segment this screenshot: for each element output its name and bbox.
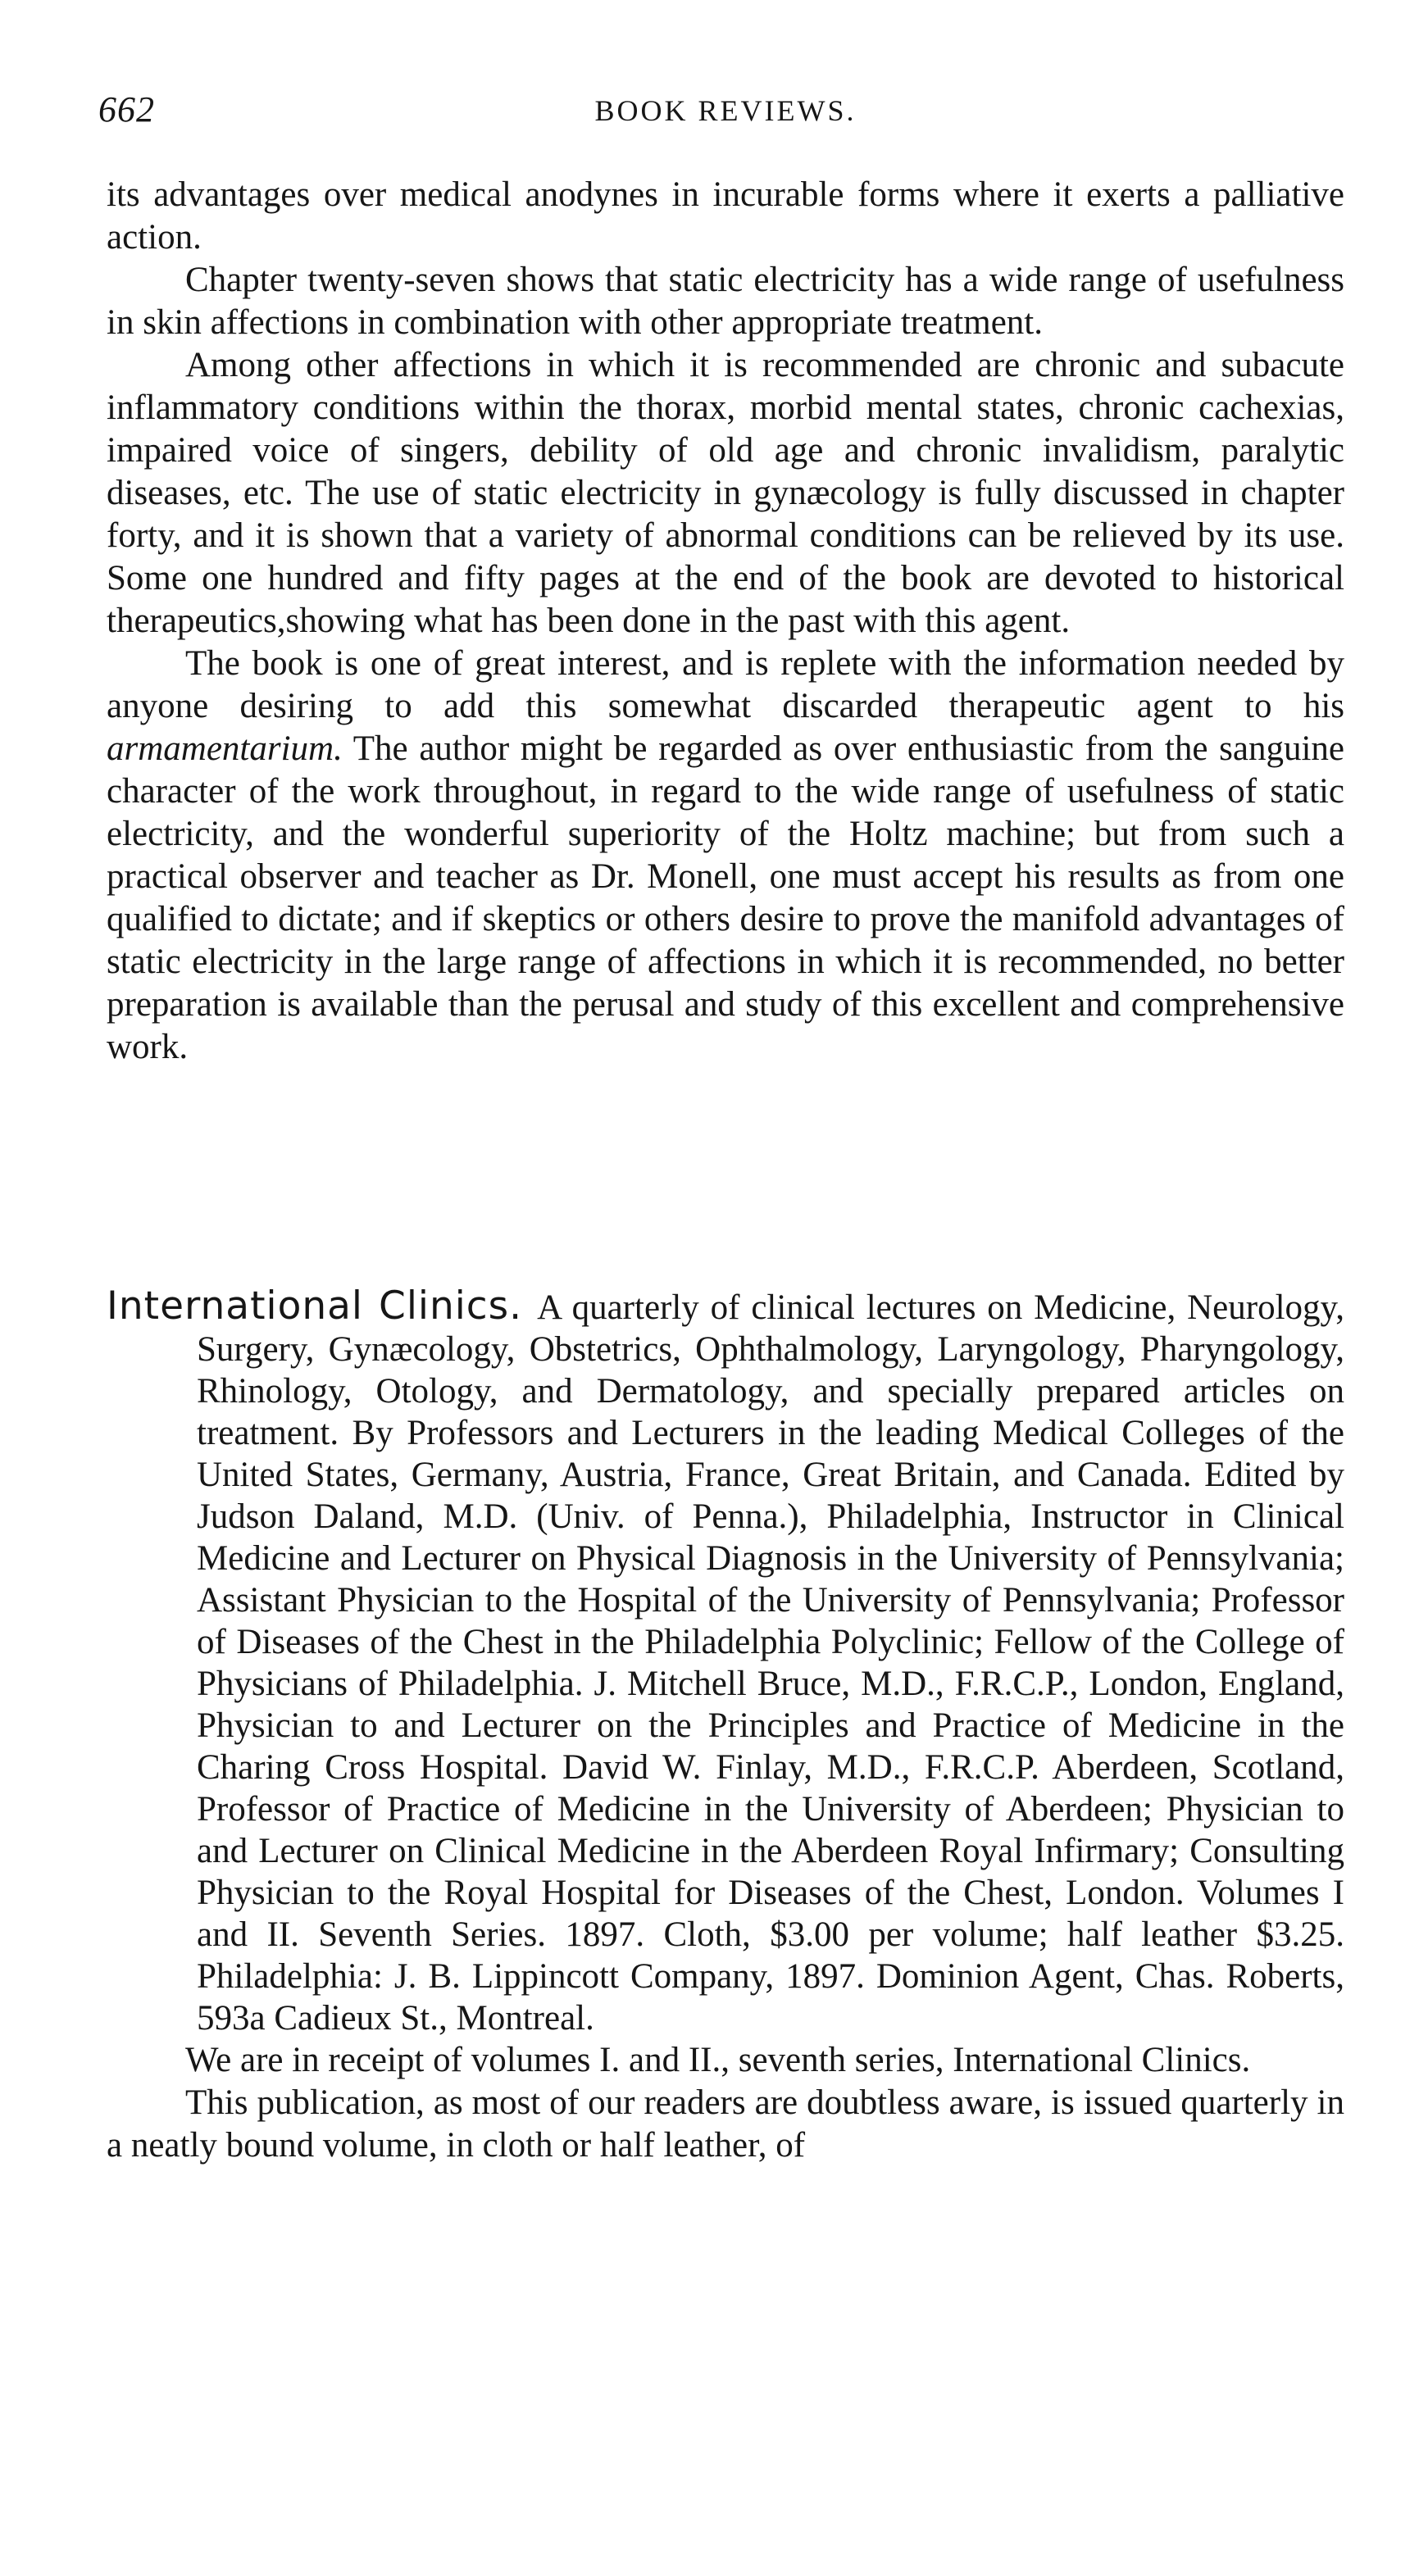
bibliographic-entry xyxy=(107,1283,1344,2039)
text-run: The book is one of great interest, and is replete with the information needed by anyone desiring to add this somewhat discarded therapeutic agent to his xyxy=(107,644,1344,725)
paragraph: This publication, as most of our readers are doubtless aware, is issued quarterly in a neatly bound volume, in cloth or half leather, of xyxy=(107,2083,1344,2165)
text-run: The author might be regarded as over enthusiastic from the sanguine character of the work throughout, in regard to the wide range of usefulness of static electricity, and the wonderful superiority of the Holtz machine; but from such a practical observer and teacher as Dr. Monell, one must accept his results as from one qualified to dictate; and if skeptics or others desire to prove the manifold advantages of static electricity in the large range of affections in which it is recommended, no better preparation is available than the perusal and study of this excellent and comprehensive work. xyxy=(107,729,1344,1066)
running-title: BOOK REVIEWS. xyxy=(594,94,857,127)
review-title: International Clinics. xyxy=(107,1283,523,1329)
review-entry xyxy=(107,1285,1344,2039)
body-text xyxy=(107,174,1344,2167)
paragraph: We are in receipt of volumes I. and II., seventh series, International Clinics. xyxy=(185,2041,1251,2079)
paragraph: Chapter twenty-seven shows that static electricity has a wide range of usefulness in skin affections in combination with other appropriate treatment. xyxy=(107,261,1344,342)
paragraph-with-italic xyxy=(107,643,1344,1069)
review-continuation xyxy=(107,174,1344,1256)
italic-term: armamentarium. xyxy=(107,729,343,768)
paragraph: Among other affections in which it is recommended are chronic and subacute inflammatory conditions within the thorax, morbid mental states, chronic cachexias, impaired voice of singers, debility of old age and chronic invalidism, paralytic diseases, etc. The use of static electricity in gynæcology is fully discussed in chapter forty, and it is shown that a variety of abnormal conditions can be relieved by its use. Some one hundred and fifty pages at the end of the book are devoted to historical therapeutics,showing what has been done in the past with this agent. xyxy=(107,346,1344,640)
running-head xyxy=(98,89,1353,138)
page-number: 662 xyxy=(98,89,155,129)
review-body xyxy=(107,2039,1344,2167)
bibliographic-details: A quarterly of clinical lectures on Medicine, Neurology, Surgery, Gynæcology, Obstetrics, Ophthalmology, Laryngology, Pharyngology, Rhinology, Otology, and Dermatology, and specially prepared articles on treatment. By Professors and Lecturers in the leading Medical Colleges of the United States, Germany, Austria, France, Great Britain, and Canada. Edited by Judson Daland, M.D. (Univ. of Penna.), Philadelphia, Instructor in Clinical Medicine and Lecturer on Physical Diagnosis in the University of Pennsylvania; Assistant Physician to the Hospital of the University of Pennsylvania; Professor of Diseases of the Chest in the Philadelphia Polyclinic; Fellow of the College of Physicians of Philadelphia. J. Mitchell Bruce, M.D., F.R.C.P., London, England, Physician to and Lecturer on the Principles and Practice of Medicine in the Charing Cross Hospital. David W. Finlay, M.D., F.R.C.P. Aberdeen, Scotland, Professor of Practice of Medicine in the University of Aberdeen; Physician to and Lecturer on Clinical Medicine in the Aberdeen Royal Infirmary; Consulting Physician to the Royal Hospital for Diseases of the Chest, London. Volumes I and II. Seventh Series. 1897. Cloth, $3.00 per volume; half leather $3.25. Philadelphia: J. B. Lippincott Company, 1897. Dominion Agent, Chas. Roberts, 593a Cadieux St., Montreal. xyxy=(197,1288,1344,2038)
paragraph: its advantages over medical anodynes in incurable forms where it exerts a palliative action. xyxy=(107,175,1344,257)
